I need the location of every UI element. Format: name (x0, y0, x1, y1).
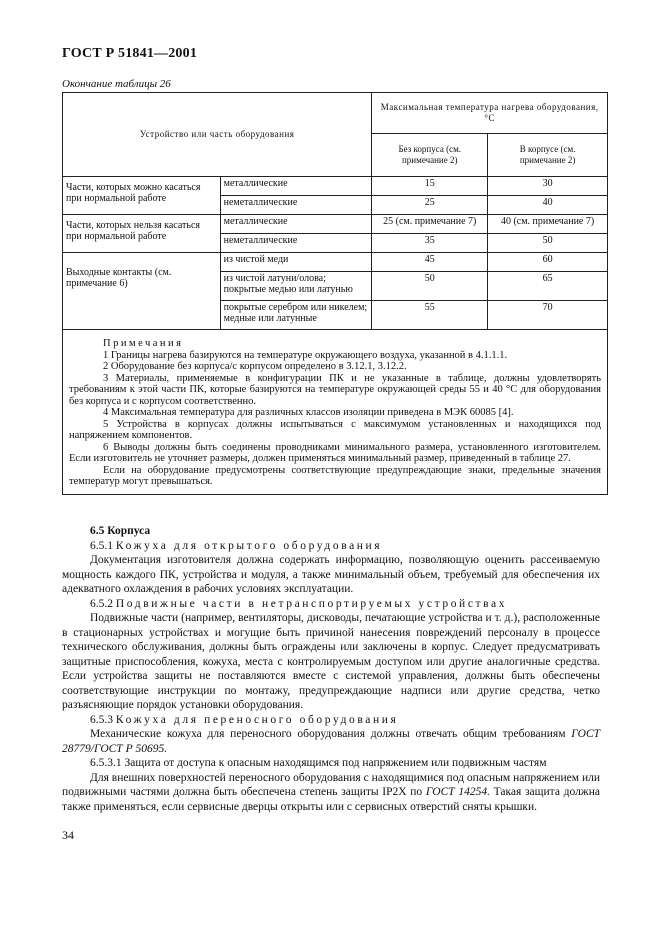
paragraph: Документация изготовителя должна содержать информацию, позволяющую оценить рассеиваемую мощность каждого ПК, устройства и модуля, а также минимальный объем, требуемый для обеспечения их адекватного охлаждения в рабочих условиях эксплуатации. (62, 554, 600, 595)
note-item: 2 Оборудование без корпуса/с корпусом определено в 3.12.1, 3.12.2. (103, 361, 407, 372)
row-group-label: Части, которых можно касаться при нормальной работе (63, 177, 221, 215)
table-row (63, 215, 608, 234)
row-sub-label: неметаллические (220, 234, 372, 253)
table-row (63, 253, 608, 272)
subsection-heading: 6.5.3.1 Защита от доступа к опасным находящимся под напряжением или подвижным частям (90, 757, 547, 769)
subsection-title: Подвижные части в нетранспортируемых устройствах (115, 597, 508, 610)
cell-unhoused: 50 (372, 272, 488, 301)
section-heading: 6.5 Корпуса (90, 525, 151, 537)
note-item: 4 Максимальная температура для различных классов изоляции приведена в МЭК 60085 [4]. (103, 407, 514, 418)
row-sub-label: металлические (220, 215, 372, 234)
subsection-title: Кожуха для переносного оборудования (115, 713, 399, 726)
subsection-heading (62, 539, 600, 554)
standard-reference: ГОСТ 28779/ГОСТ Р 50695. (62, 728, 601, 755)
note-item: Если на оборудование предусмотрены соответствующие предупреждающие знаки, предельные значения температур могут превышаться. (69, 464, 601, 487)
cell-unhoused: 45 (372, 253, 488, 272)
document-header: ГОСТ Р 51841—2001 (62, 46, 198, 61)
table-caption: Окончание таблицы 26 (62, 78, 171, 90)
row-sub-label: покрытые серебром или никелем; медные или латунные (220, 301, 372, 330)
header-device: Устройство или часть оборудования (63, 93, 372, 177)
cell-housed: 40 (см. примечание 7) (488, 215, 608, 234)
body-text (62, 524, 600, 814)
row-group-label: Выходные контакты (см. примечание 6) (63, 253, 221, 330)
cell-housed: 65 (488, 272, 608, 301)
notes-row (63, 330, 608, 495)
cell-housed: 40 (488, 196, 608, 215)
note-item: 1 Границы нагрева базируются на температуре окружающего воздуха, указанной в 4.1.1.1. (103, 349, 508, 361)
cell-housed: 60 (488, 253, 608, 272)
subsection-heading (62, 597, 600, 612)
subsection-number: 6.5.3 (90, 713, 113, 726)
paragraph: Механические кожуха для переносного оборудования должны отвечать общим требованиям ГОСТ 28779/ГОСТ Р 50695. (62, 728, 601, 755)
cell-unhoused: 35 (372, 234, 488, 253)
table-row (63, 177, 608, 196)
table-notes (63, 330, 608, 495)
subsection-number: 6.5.1 (90, 539, 113, 552)
cell-unhoused: 15 (372, 177, 488, 196)
notes-title: Примечания (103, 338, 184, 349)
header-housed: В корпусе (см. примечание 2) (488, 134, 608, 177)
note-item: 5 Устройства в корпусах должны испытываться с максимумом установленных и находящихся под напряжением компонентов. (69, 418, 601, 441)
row-group-label: Части, которых нельзя касаться при нормальной работе (63, 215, 221, 253)
cell-housed: 50 (488, 234, 608, 253)
row-sub-label: из чистой меди (220, 253, 372, 272)
cell-unhoused: 55 (372, 301, 488, 330)
cell-unhoused: 25 (372, 196, 488, 215)
row-sub-label: из чистой латуни/олова; покрытые медью или латунью (220, 272, 372, 301)
row-sub-label: металлические (220, 177, 372, 196)
header-unhoused: Без корпуса (см. примечание 2) (372, 134, 488, 177)
table-header-row (63, 93, 608, 134)
cell-unhoused: 25 (см. примечание 7) (372, 215, 488, 234)
paragraph: Подвижные части (например, вентиляторы, дисководы, печатающие устройства и т. д.), расположенные в стационарных устройствах и могущие быть причиной нанесения повреждений персоналу в процессе технического обслуживания, должны быть ограждены или заключены в корпус. Следует предусматривать защитные приспособления, кожуха, места с контролируемым доступом или другие аналогичные средства. Если устройства защиты не поставляются вместе с системой управления, должны быть обеспечены соответствующие инструкции по монтажу, предупреждающие надписи или другие средства, четко разъясняющие порядок установки оборудования. (62, 612, 600, 711)
cell-housed: 30 (488, 177, 608, 196)
temperature-table (62, 92, 608, 495)
note-item: 3 Материалы, применяемые в конфигурации ПК и не указанные в таблице, должны удовлетворять требованиям к этой части ПК, которые базируются на температуре окружающей среды 55 и 40 °С для оборудования без корпуса и с корпусом соответственно. (69, 372, 601, 407)
paragraph: Для внешних поверхностей переносного оборудования с находящимися под опасным напряжением или подвижными частями должна быть обеспечена степень защиты IP2X по ГОСТ 14254. Такая защита должна также применяться, если сервисные дверцы открыты или с сервисных отверстий сняты крышки. (62, 771, 601, 813)
subsection-heading (62, 713, 600, 728)
standard-reference: ГОСТ 14254. (425, 786, 490, 798)
header-max-temp: Максимальная температура нагрева оборудования, °С (372, 93, 608, 134)
note-item: 6 Выводы должны быть соединены проводниками минимального размера, установленного изготовителем. Если изготовитель не уточняет размеры, должен применяться минимальный размер, приведенный в таблице 27. (69, 441, 601, 464)
subsection-number: 6.5.2 (90, 597, 113, 610)
cell-housed: 70 (488, 301, 608, 330)
subsection-title: Кожуха для открытого оборудования (115, 539, 383, 552)
page-number: 34 (62, 828, 74, 842)
row-sub-label: неметаллические (220, 196, 372, 215)
